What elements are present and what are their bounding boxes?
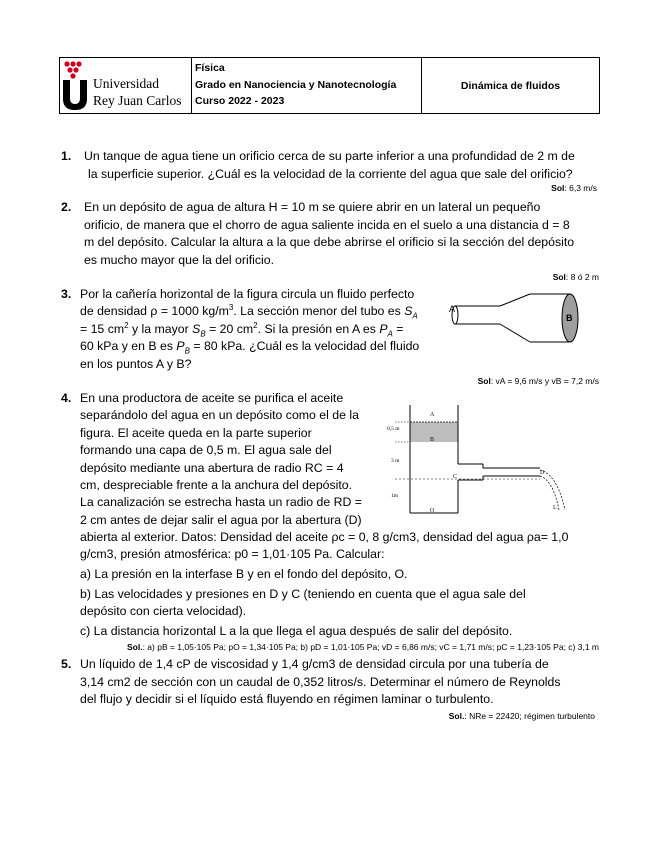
problem-2-line1: En un depósito de agua de altura H = 10 m se quiere abrir en un lateral un pequeño bbox=[84, 200, 541, 214]
problem-2-solution: Sol: 8 ó 2 m bbox=[552, 272, 599, 282]
problem-3-line4: 60 kPa y en B es $P_B = 80$ kPa. ¿Cuál es la velocidad del fluido bbox=[80, 339, 420, 356]
problem-1-number: 1. bbox=[61, 149, 72, 163]
problem-3-solution: Sol: vA = 9,6 m/s y vB = 7,2 m/s bbox=[477, 376, 599, 386]
problem-4-item-b-line1: b) Las velocidades y presiones en D y C (teniendo en cuenta que el agua sale del bbox=[80, 587, 526, 601]
problem-4-line5: depósito mediante una abertura de radio RC = 4 bbox=[80, 461, 344, 475]
problem-4-line1: En una productora de aceite se purifica el aceite bbox=[80, 391, 344, 405]
problem-4-line9: abierta al exterior. Datos: Densidad del aceite ρc = 0, 8 g/cm3, densidad del agua ρa= 1,0 bbox=[80, 530, 569, 544]
problem-2-line4: es mucho mayor que la del orificio. bbox=[84, 253, 275, 267]
tank-label-c: C bbox=[453, 474, 458, 480]
problem-5-line1: Un líquido de 1,4 cP de viscosidad y 1,4 g/cm3 de densidad circula por una tubería de bbox=[80, 657, 549, 671]
problem-5-line2: 3,14 cm2 de sección con un caudal de 0,352 litros/s. Determinar el número de Reynolds bbox=[80, 675, 561, 689]
tank-label-b: B bbox=[430, 437, 435, 443]
pipe-label-b: B bbox=[566, 313, 573, 323]
problem-4-item-c: c) La distancia horizontal L a la que llega el agua después de salir del depósito. bbox=[80, 624, 513, 638]
problem-1-line2: la superficie superior. ¿Cuál es la velocidad de la corriente del agua que sale del orificio? bbox=[88, 167, 573, 181]
problem-3-line1: Por la cañería horizontal de la figura circula un fluido perfecto bbox=[80, 287, 415, 301]
problem-5-line3: del flujo y decidir si el líquido está fluyendo en régimen laminar o turbulento. bbox=[80, 692, 494, 706]
course-year: Curso 2022 - 2023 bbox=[195, 95, 285, 107]
problem-5-solution: Sol.: NRe = 22420; régimen turbulento bbox=[448, 711, 595, 721]
problem-4-line8: 2 cm antes de dejar salir el agua por la abertura (D) bbox=[80, 513, 362, 527]
problem-4-line6: cm, despreciable frente a la anchura del depósito. bbox=[80, 478, 353, 492]
dim-water-height: 3 m bbox=[391, 458, 400, 464]
course-info bbox=[195, 60, 396, 110]
dim-pipe-height: 1m bbox=[391, 493, 399, 499]
problem-4-solution: Sol.: a) pB = 1,05·105 Pa; pO = 1,34·105 Pa; b) pD = 1,01·105 Pa; vD = 6,86 m/s; vC = 1,71 m/s; pC = 1,23·105 Pa; c) 3,1 m bbox=[126, 642, 599, 652]
degree: Grado en Nanociencia y Nanotecnología bbox=[195, 78, 397, 91]
problem-3-number: 3. bbox=[61, 287, 72, 301]
problem-3-line3: = 15 $cm^2$ y la mayor $S_B = 20$ $cm^2$. Si la presión en A es $P_A$ = bbox=[80, 320, 404, 339]
university-u-icon bbox=[61, 80, 89, 110]
topic-title: Dinámica de fluidos bbox=[460, 79, 561, 92]
tank-label-a: A bbox=[430, 412, 435, 418]
tank-label-o: O bbox=[430, 508, 435, 514]
problem-2-line3: m del depósito. Calcular la altura a la que debe abrirse el orificio si la sección del depósito bbox=[84, 235, 575, 249]
problem-4-item-a: a) La presión en la interfase B y en el fondo del depósito, O. bbox=[80, 567, 408, 581]
problem-2-line2: orificio, de manera que el chorro de agua saliente incida en el suelo a una distancia d = 8 bbox=[84, 218, 570, 232]
problem-5-number: 5. bbox=[61, 657, 72, 671]
problem-4-line7: La canalización se estrecha hasta un radio de RD = bbox=[80, 495, 362, 509]
header-table bbox=[59, 57, 600, 114]
problem-2-number: 2. bbox=[61, 200, 72, 214]
university-name-line2: Rey Juan Carlos bbox=[93, 93, 182, 108]
problem-4-line4: formando una capa de 0,5 m. El agua sale del bbox=[80, 443, 332, 457]
dim-oil-height: 0,5 m bbox=[387, 426, 400, 432]
problem-3-line5: en los puntos A y B? bbox=[80, 357, 192, 371]
problem-4-line10: g/cm3, presión atmosférica: p0 = 1,01·105 Pa. Calcular: bbox=[80, 547, 385, 561]
university-name-line1: Universidad bbox=[93, 76, 159, 91]
subject: Física bbox=[195, 62, 225, 74]
tank-label-l: L bbox=[553, 505, 557, 511]
tank-label-d: D bbox=[540, 470, 545, 476]
problem-3-pipe-figure bbox=[445, 290, 595, 350]
pipe-label-a: A bbox=[449, 304, 456, 314]
problem-4-line3: figura. El aceite queda en la parte superior bbox=[80, 426, 312, 440]
problem-1-solution: Sol: 6,3 m/s bbox=[551, 183, 597, 193]
problem-4-line2: separándolo del agua en un depósito como el de la bbox=[80, 408, 359, 422]
problem-4-number: 4. bbox=[61, 391, 72, 405]
problem-4-tank-figure bbox=[385, 400, 585, 518]
problem-4-item-b-line2: depósito con cierta velocidad). bbox=[80, 604, 247, 618]
problem-1-line1: Un tanque de agua tiene un orificio cerca de su parte inferior a una profundidad de 2 m de bbox=[84, 149, 575, 163]
problem-3-line2: de densidad ρ = 1000 $kg/m^3$. La sección menor del tubo es $S_A$ bbox=[80, 302, 418, 321]
university-logo-icon bbox=[61, 60, 91, 80]
